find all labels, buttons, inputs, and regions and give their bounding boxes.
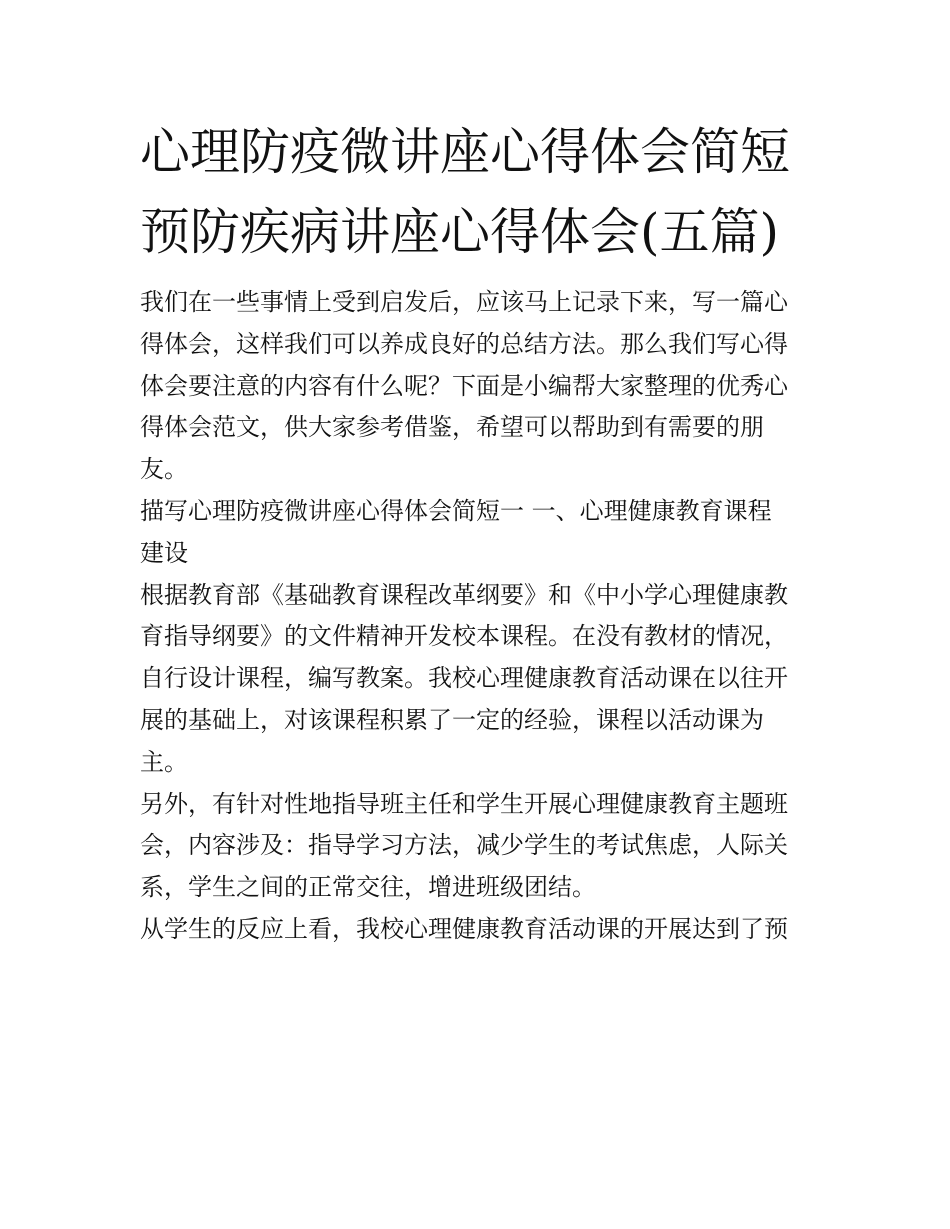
section-heading-paragraph [140,491,812,575]
text-line: 自行设计课程，编写教案。我校心理健康教育活动课在以往开 [140,664,788,693]
text-line: 描写心理防疫微讲座心得体会简短一 一、心理健康教育课程 [140,496,772,525]
title-line: 心理防疫微讲座心得体会简短 [140,123,790,181]
text-line: 另外，有针对性地指导班主任和学生开展心理健康教育主题班 [140,789,788,818]
title-line: 预防疾病讲座心得体会(五篇) [140,203,780,261]
text-line: 主。 [140,747,188,776]
text-line: 得体会范文，供大家参考借鉴，希望可以帮助到有需要的朋 [140,413,764,442]
text-line: 建设 [140,538,188,567]
text-line: 得体会，这样我们可以养成良好的总结方法。那么我们写心得 [140,329,788,358]
text-line: 根据教育部《基础教育课程改革纲要》和《中小学心理健康教 [140,580,788,609]
text-line: 育指导纲要》的文件精神开发校本课程。在没有教材的情况， [140,622,788,651]
text-line: 从学生的反应上看，我校心理健康教育活动课的开展达到了预 [140,914,788,943]
curriculum-paragraph [140,575,812,784]
student-feedback-paragraph [140,909,812,951]
text-line: 展的基础上，对该课程积累了一定的经验，课程以活动课为 [140,705,764,734]
text-line: 会，内容涉及：指导学习方法，减少学生的考试焦虑，人际关 [140,831,788,860]
document-title [140,112,830,272]
text-line: 我们在一些事情上受到启发后，应该马上记录下来，写一篇心 [140,288,788,316]
document-body [140,282,812,951]
intro-paragraph [140,282,812,491]
text-line: 体会要注意的内容有什么呢？下面是小编帮大家整理的优秀心 [140,371,788,400]
class-meeting-paragraph [140,784,812,909]
text-line: 友。 [140,455,188,484]
text-line: 系，学生之间的正常交往，增进班级团结。 [140,873,596,902]
